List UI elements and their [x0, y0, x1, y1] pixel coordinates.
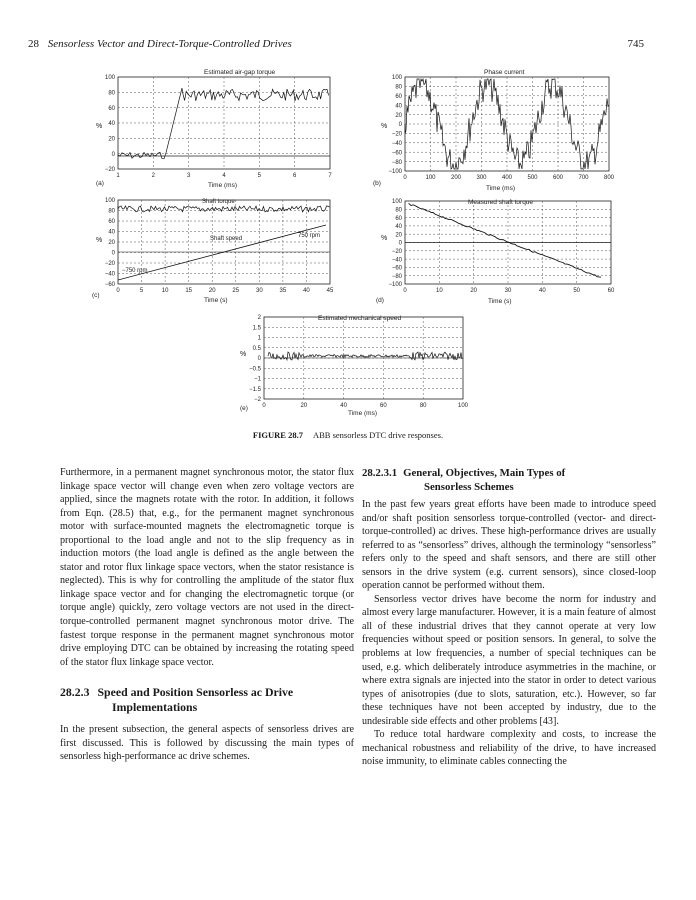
panel-e-xtick-label: 100 — [457, 403, 469, 409]
panel-a-ytick-label: 40 — [108, 121, 115, 128]
panel-a-ytick-label: 60 — [108, 105, 115, 112]
panel-a-ytick-label: 100 — [104, 75, 115, 82]
section-title-line-2: Implementations — [112, 700, 198, 715]
panel-e-xtick-label: 0 — [262, 403, 266, 409]
panel-b-grid — [405, 77, 609, 171]
panel-d-ytick-label: 80 — [395, 207, 402, 214]
subsection-heading-28-2-3-1 — [362, 466, 656, 494]
panel-d-ytick-label: −40 — [391, 257, 402, 264]
panel-d-tag: (d) — [376, 297, 384, 304]
panel-b-ytick-label: 60 — [395, 94, 402, 100]
panel-c-ytick-label: −60 — [104, 282, 115, 289]
panel-c-xtick-label: 45 — [326, 288, 334, 294]
panel-c-ylabel: % — [96, 237, 103, 244]
panel-c-ytick-label: 0 — [111, 250, 115, 257]
panel-a-xticks — [116, 173, 332, 179]
panel-e-xtick-label: 40 — [340, 403, 347, 409]
section-heading-28-2-3 — [60, 685, 354, 715]
panel-b-xtick-label: 400 — [501, 175, 513, 181]
panel-b-ytick-label: −100 — [388, 169, 402, 176]
left-paragraph-2: In the present subsection, the general aspects of sensorless drives are first discussed. This is followed by discussing the main types of sensorless high-performance ac drive schemes. — [60, 724, 354, 763]
panel-d-xticks — [403, 288, 615, 294]
panel-d-ytick-label: −60 — [391, 265, 402, 272]
panel-b-title: Phase current — [484, 69, 525, 76]
panel-c-ytick-label: 80 — [108, 208, 115, 215]
panel-e-ytick-label: −2 — [254, 397, 261, 404]
right-paragraph-3: To reduce total hardware complexity and costs, to increase the mechanical robustness and reliability of the drive, to have increased noise immunity, to eliminate cables connecting the — [362, 729, 656, 768]
panel-e-ytick-label: −0.5 — [249, 366, 261, 373]
panel-e-xtick-label: 80 — [419, 403, 427, 409]
panel-c-xtick-label: 35 — [279, 288, 287, 294]
panel-c-xtick-label: 10 — [161, 288, 169, 294]
panel-d-xlabel: Time (s) — [488, 298, 512, 305]
panel-d-ytick-label: −20 — [391, 249, 402, 255]
panel-b-xticks — [403, 175, 614, 181]
panel-d-ytick-label: −80 — [391, 273, 402, 280]
panel-c-xtick-label: 30 — [255, 288, 263, 294]
panel-b-ytick-label: −40 — [391, 141, 402, 147]
panel-d-ytick-label: 40 — [395, 224, 402, 231]
panel-d-title: Measured shaft torque — [468, 199, 534, 206]
right-column — [362, 466, 656, 769]
section-number: 28.2.3 — [60, 685, 90, 700]
panel-c-torque-trace — [118, 206, 330, 212]
page-number-left: 28 — [28, 38, 39, 50]
panel-d-xtick-label: 50 — [573, 288, 581, 294]
panel-a-yticks — [105, 75, 116, 173]
panel-d-ytick-label: 20 — [395, 232, 402, 239]
panel-c — [92, 198, 334, 304]
section-title-line-1: Speed and Position Sensorless ac Drive — [97, 685, 294, 700]
panel-d-xtick-label: 40 — [538, 288, 546, 294]
panel-b-xtick-label: 100 — [425, 175, 436, 181]
panel-a-title: Estimated air-gap torque — [204, 69, 276, 76]
panel-d-xtick-label: 0 — [403, 288, 407, 294]
panel-b-yticks — [388, 75, 402, 175]
panel-e-xticks — [262, 403, 468, 409]
panel-a-xtick-label: 4 — [222, 173, 226, 179]
left-paragraph-1: Furthermore, in a permanent magnet synchronous motor, the stator flux linkage space vector will change even when zero voltage vectors are applied, since the magnets rotate with the rotor. In addition, it follows from Eqn. (28.5) that, e.g., for the permanent magnet synchronous motor with surface-mounted magnets the electromagnetic torque is proportional to the load angle and not to the slip frequency as in induction motors (the load angle is defined as the angle between the stator and rotor flux linkage space vectors, when the stator resistance is neglected). This is why for controlling the amplitude of the stator flux linkage space vector and for changing the electromagnetic torque (or torque angle) quickly, zero voltage vectors are not used in the direct-torque-controlled permanent magnet synchronous motor drive. The fastest torque response in the permanent magnet synchronous motor drive employing DTC can be obtained by increasing the rotating speed of the stator flux linkage space vector. — [60, 467, 354, 668]
panel-b-xtick-label: 0 — [403, 175, 407, 181]
panel-e-title: Estimated mechanical speed — [318, 315, 402, 322]
panel-e-ytick-label: 0 — [257, 356, 261, 363]
panel-c-xticks — [116, 288, 334, 294]
panel-b-xtick-label: 800 — [603, 175, 615, 181]
panel-a-xlabel: Time (ms) — [208, 182, 238, 189]
panel-a-torque-trace — [118, 88, 329, 159]
panel-a-xtick-label: 5 — [257, 173, 262, 179]
panel-a-tag: (a) — [96, 180, 104, 187]
figure-caption — [0, 430, 696, 440]
panel-e-ytick-label: 0.5 — [252, 345, 261, 352]
panel-a — [96, 69, 332, 189]
panel-e-tag: (e) — [240, 405, 248, 412]
subsection-title-line-1: General, Objectives, Main Types of — [403, 467, 566, 479]
panel-d-ylabel: % — [381, 235, 388, 242]
figure-caption-text: ABB sensorless DTC drive responses. — [312, 430, 444, 440]
panel-c-tag: (c) — [92, 292, 100, 299]
left-column — [60, 466, 354, 764]
panel-c-annot-shaft-speed: Shaft speed — [210, 236, 243, 242]
panel-d-ytick-label: 100 — [391, 199, 402, 206]
panel-d — [376, 199, 615, 305]
figure-label: FIGURE 28.7 — [252, 430, 303, 440]
panel-b-ytick-label: 0 — [398, 122, 402, 129]
panel-b-xtick-label: 200 — [450, 175, 462, 181]
panel-a-ytick-label: −20 — [104, 167, 115, 174]
panel-e-ytick-label: 1.5 — [252, 325, 261, 332]
panel-c-ytick-label: 60 — [108, 219, 115, 226]
panel-e-ylabel: % — [240, 351, 247, 358]
panel-c-xtick-label: 20 — [208, 288, 216, 294]
panel-e-xtick-label: 60 — [380, 403, 387, 409]
panel-e-speed-trace — [268, 352, 462, 360]
panel-d-ytick-label: 0 — [398, 240, 402, 247]
panel-e-ytick-label: −1.5 — [249, 386, 261, 393]
panel-c-ytick-label: −20 — [104, 261, 115, 268]
panel-c-ytick-label: 100 — [104, 198, 115, 205]
panel-c-annot-750rpm: 750 rpm — [298, 233, 321, 239]
panel-e-ytick-label: 2 — [257, 315, 261, 322]
panel-c-xtick-label: 40 — [303, 288, 310, 294]
panel-e-yticks — [249, 315, 262, 403]
chapter-title: Sensorless Vector and Direct-Torque-Controlled Drives — [47, 38, 292, 50]
panel-a-xtick-label: 3 — [186, 173, 191, 179]
panel-c-ytick-label: −40 — [104, 271, 115, 278]
panel-a-ytick-label: 0 — [111, 151, 115, 158]
panel-d-ytick-label: 60 — [395, 215, 402, 222]
panel-b-ytick-label: −20 — [391, 131, 402, 138]
panel-b-xlabel: Time (ms) — [486, 185, 516, 192]
panel-b-ytick-label: −60 — [391, 150, 402, 157]
subsection-number: 28.2.3.1 — [362, 467, 398, 479]
panel-d-xtick-label: 60 — [607, 288, 615, 294]
panel-b-ytick-label: −80 — [391, 159, 402, 166]
panel-a-grid — [118, 77, 330, 169]
page-number-right: 745 — [627, 38, 644, 50]
panel-b-xtick-label: 300 — [476, 175, 487, 181]
panel-c-ytick-label: 20 — [108, 240, 115, 247]
panel-c-yticks — [105, 198, 116, 288]
panel-b-ytick-label: 80 — [395, 84, 402, 91]
panel-e — [240, 315, 469, 417]
panel-b-xtick-label: 600 — [552, 175, 564, 181]
panel-c-xtick-label: 25 — [232, 288, 240, 294]
panel-d-ytick-label: −100 — [388, 282, 402, 289]
panel-b-xtick-label: 500 — [527, 175, 538, 181]
panel-c-xlabel: Time (s) — [204, 297, 228, 304]
panel-b-tag: (b) — [373, 180, 381, 187]
panel-b-xtick-label: 700 — [578, 175, 589, 181]
panel-c-xtick-label: 5 — [139, 288, 144, 294]
figure-28-7 — [0, 0, 696, 430]
panel-d-xtick-label: 20 — [470, 288, 478, 294]
right-paragraph-1: In the past few years great efforts have been made to introduce speed and/or shaft position sensorless torque-controlled (vector- and direct-torque-controlled) ac drives. These high-performance drives are usually referred to as “sensorless” drives, although the terminology “sensorless” refers only to the speed and shaft sensors, and there are still other sensors in the drive system (e.g. current sensors), since closed-loop operation cannot be performed without them. — [362, 499, 656, 592]
panel-a-xtick-label: 7 — [328, 173, 332, 179]
panel-d-xtick-label: 10 — [435, 288, 443, 294]
panel-e-xtick-label: 20 — [300, 403, 308, 409]
panel-b — [373, 69, 615, 192]
panel-a-ylabel: % — [96, 123, 103, 130]
panel-a-ytick-label: 20 — [108, 136, 115, 143]
panel-c-xtick-label: 0 — [116, 288, 120, 294]
panel-d-yticks — [388, 199, 402, 288]
right-paragraph-2: Sensorless vector drives have become the norm for industry and almost every large manufacturer. However, it is a main feature of almost all of these industrial drives that they cannot operate at very low frequencies without speed or position sensors. In general, to solve the problems at low frequencies, a number of special techniques can be used, e.g. which deliberately introduce asymmetries in the machine, or where extra signals are injected into the stator in order to detect various types of anisotropies (due to slots, saturation, etc.). However, so far these techniques have not been accepted by industry, due to the undesirable side effects and other problems [43]. — [362, 593, 656, 727]
panel-c-ytick-label: 40 — [108, 229, 115, 236]
panel-e-ytick-label: 1 — [257, 335, 261, 342]
panel-b-ytick-label: 100 — [391, 75, 402, 82]
panel-a-xtick-label: 6 — [292, 173, 297, 179]
panel-c-annot-shaft-torque: Shaft torque — [202, 199, 235, 205]
subsection-title-line-2: Sensorless Schemes — [424, 481, 514, 493]
panel-b-ytick-label: 40 — [395, 103, 402, 110]
panel-b-ytick-label: 20 — [395, 112, 402, 119]
panel-c-annot-minus-750rpm: −750 rpm — [122, 268, 148, 274]
panel-e-ytick-label: −1 — [254, 376, 261, 383]
panel-c-xtick-label: 15 — [185, 288, 193, 294]
panel-d-torque-trace — [409, 204, 601, 278]
panel-a-xtick-label: 1 — [116, 173, 120, 179]
panel-d-xtick-label: 30 — [504, 288, 512, 294]
panel-a-xtick-label: 2 — [151, 173, 156, 179]
panel-a-ytick-label: 80 — [108, 90, 115, 97]
panel-b-ylabel: % — [381, 123, 388, 130]
panel-e-xlabel: Time (ms) — [348, 410, 378, 417]
